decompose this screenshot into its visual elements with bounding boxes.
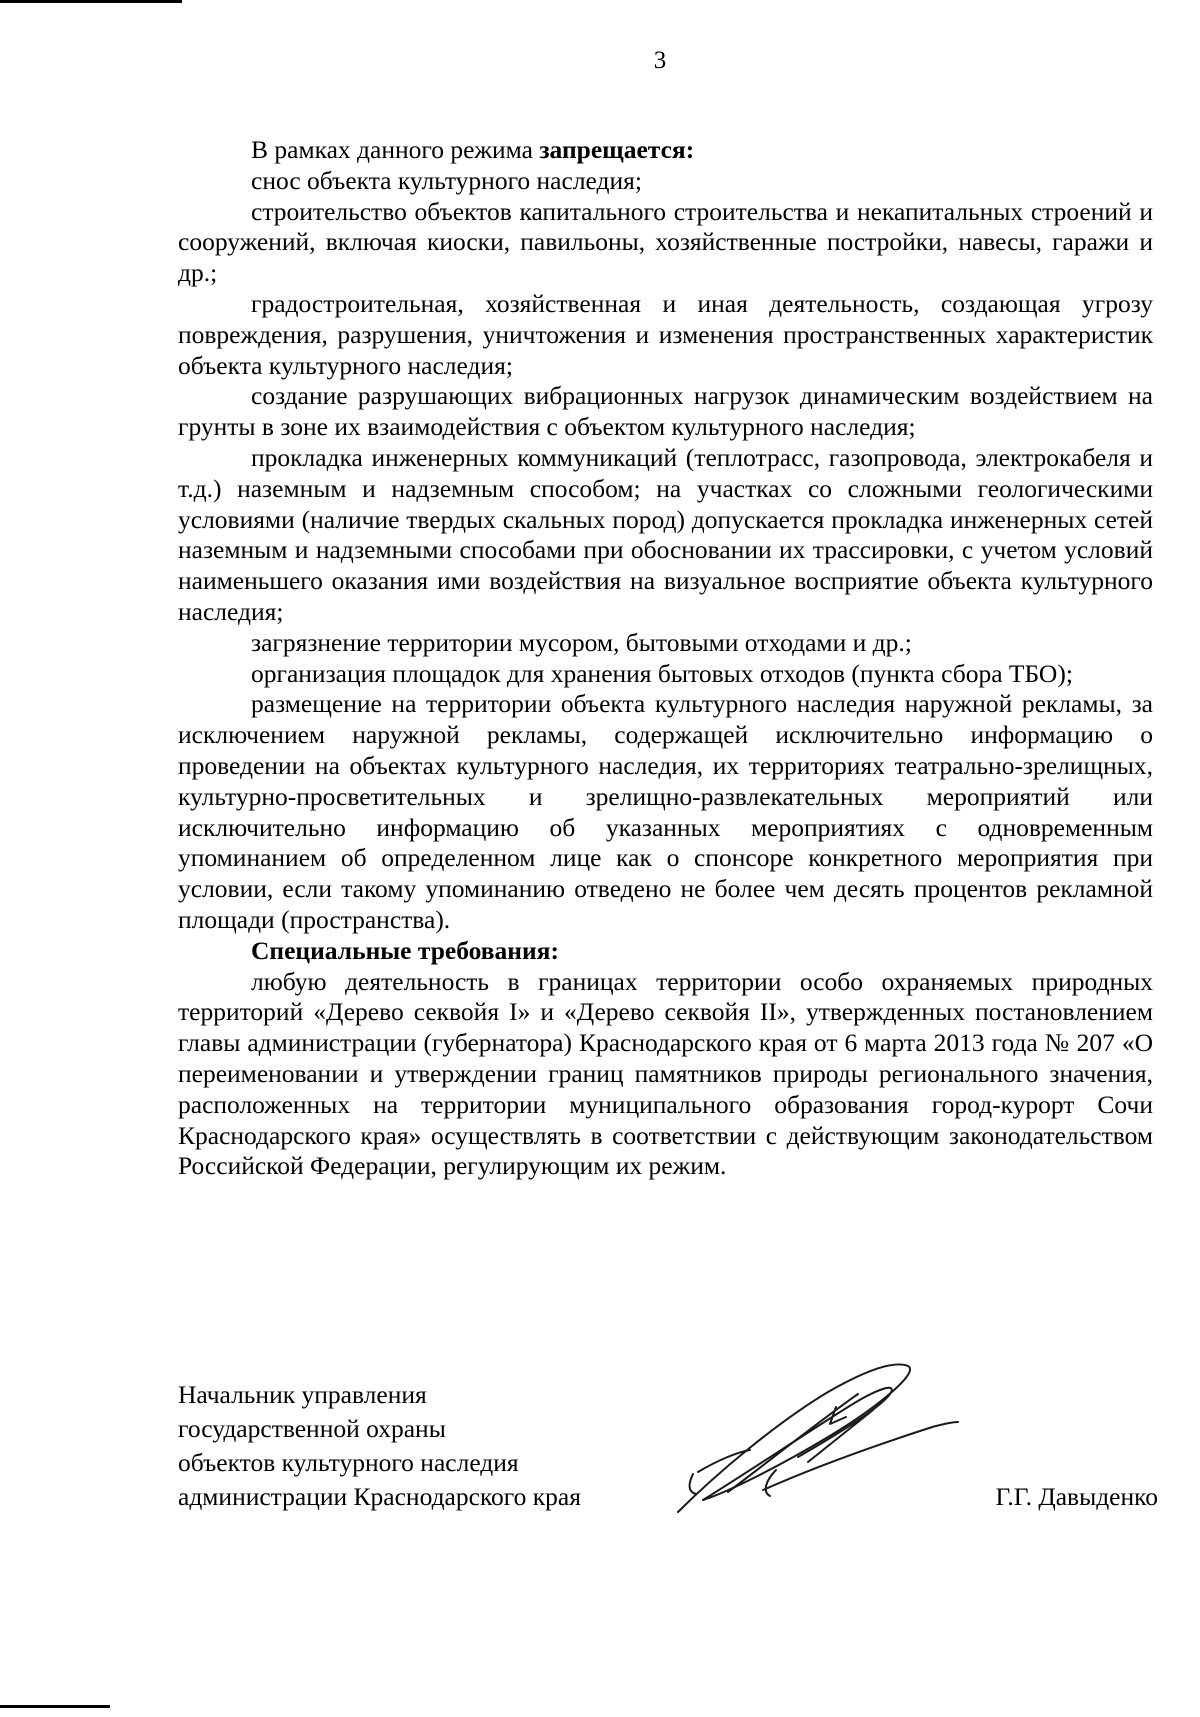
page-number: 3 bbox=[653, 47, 667, 74]
bottom-left-rule bbox=[0, 1705, 110, 1708]
handwritten-signature bbox=[658, 1352, 968, 1522]
signer-title-line: государственной охраны bbox=[178, 1414, 446, 1443]
intro-paragraph bbox=[178, 135, 1153, 166]
special-requirements-text: любую деятельность в границах территории особо охраняемых природных территорий «Дерево секвойя I» и «Дерево секвойя II», утвержденных постановлением главы администрации (губернатора) Краснодарского края от 6 марта 2013 года № 207 «О переименовании и утверждении границ памятников природы регионального значения, расположенных на территории муниципального образования город-курорт Сочи Краснодарского края» осуществлять в соответствии с действующим законодательством Российской Федерации, регулирующим их режим. bbox=[178, 966, 1153, 1181]
prohibition-item: снос объекта культурного наследия; bbox=[251, 165, 642, 195]
prohibition-item: прокладка инженерных коммуникаций (теплотрасс, газопровода, электрокабеля и т.д.) наземным и надземным способом; на участках со сложными геологическими условиями (наличие твердых скальных пород) допускается прокладка инженерных сетей наземным и надземными способами при обосновании их трассировки, с учетом условий наименьшего оказания ими воздействия на визуальное восприятие объекта культурного наследия; bbox=[178, 442, 1153, 626]
prohibition-item: размещение на территории объекта культурного наследия наружной рекламы, за исключением наружной рекламы, содержащей исключительно информацию о проведении на объектах культурного наследия, их территориях театрально-зрелищных, культурно-просветительных и зрелищно-развлекательных мероприятий или исключительно информацию об указанных мероприятиях с одновременным упоминанием об определенном лице как о спонсоре конкретного мероприятия при условии, если такому упоминанию отведено не более чем десять процентов рекламной площади (пространства). bbox=[178, 689, 1153, 934]
prohibition-item: создание разрушающих вибрационных нагрузок динамическим воздействием на грунты в зоне их взаимодействия с объектом культурного наследия; bbox=[178, 381, 1153, 442]
document-body bbox=[178, 135, 1153, 1182]
signer-title bbox=[178, 1378, 678, 1514]
intro-bold-text: запрещается: bbox=[539, 135, 695, 164]
signer-name: Г.Г. Давыденко bbox=[995, 1482, 1158, 1511]
signature-block bbox=[178, 1378, 1158, 1518]
intro-text: В рамках данного режима bbox=[251, 135, 540, 164]
signer-title-line: Начальник управления bbox=[178, 1380, 427, 1409]
signer-title-line: объектов культурного наследия bbox=[178, 1448, 519, 1477]
prohibition-item: строительство объектов капитального строительства и некапитальных строений и сооружений, включая киоски, павильоны, хозяйственные постройки, навесы, гаражи и др.; bbox=[178, 196, 1153, 288]
signer-title-line: администрации Краснодарского края bbox=[178, 1482, 581, 1511]
prohibition-item: загрязнение территории мусором, бытовыми отходами и др.; bbox=[251, 627, 912, 657]
top-left-rule bbox=[0, 0, 182, 3]
prohibition-item: организация площадок для хранения бытовых отходов (пункта сбора ТБО); bbox=[251, 658, 1073, 688]
special-requirements-heading: Специальные требования: bbox=[251, 935, 559, 965]
prohibition-item: градостроительная, хозяйственная и иная деятельность, создающая угрозу повреждения, разрушения, уничтожения и изменения пространственных характеристик объекта культурного наследия; bbox=[178, 288, 1153, 380]
